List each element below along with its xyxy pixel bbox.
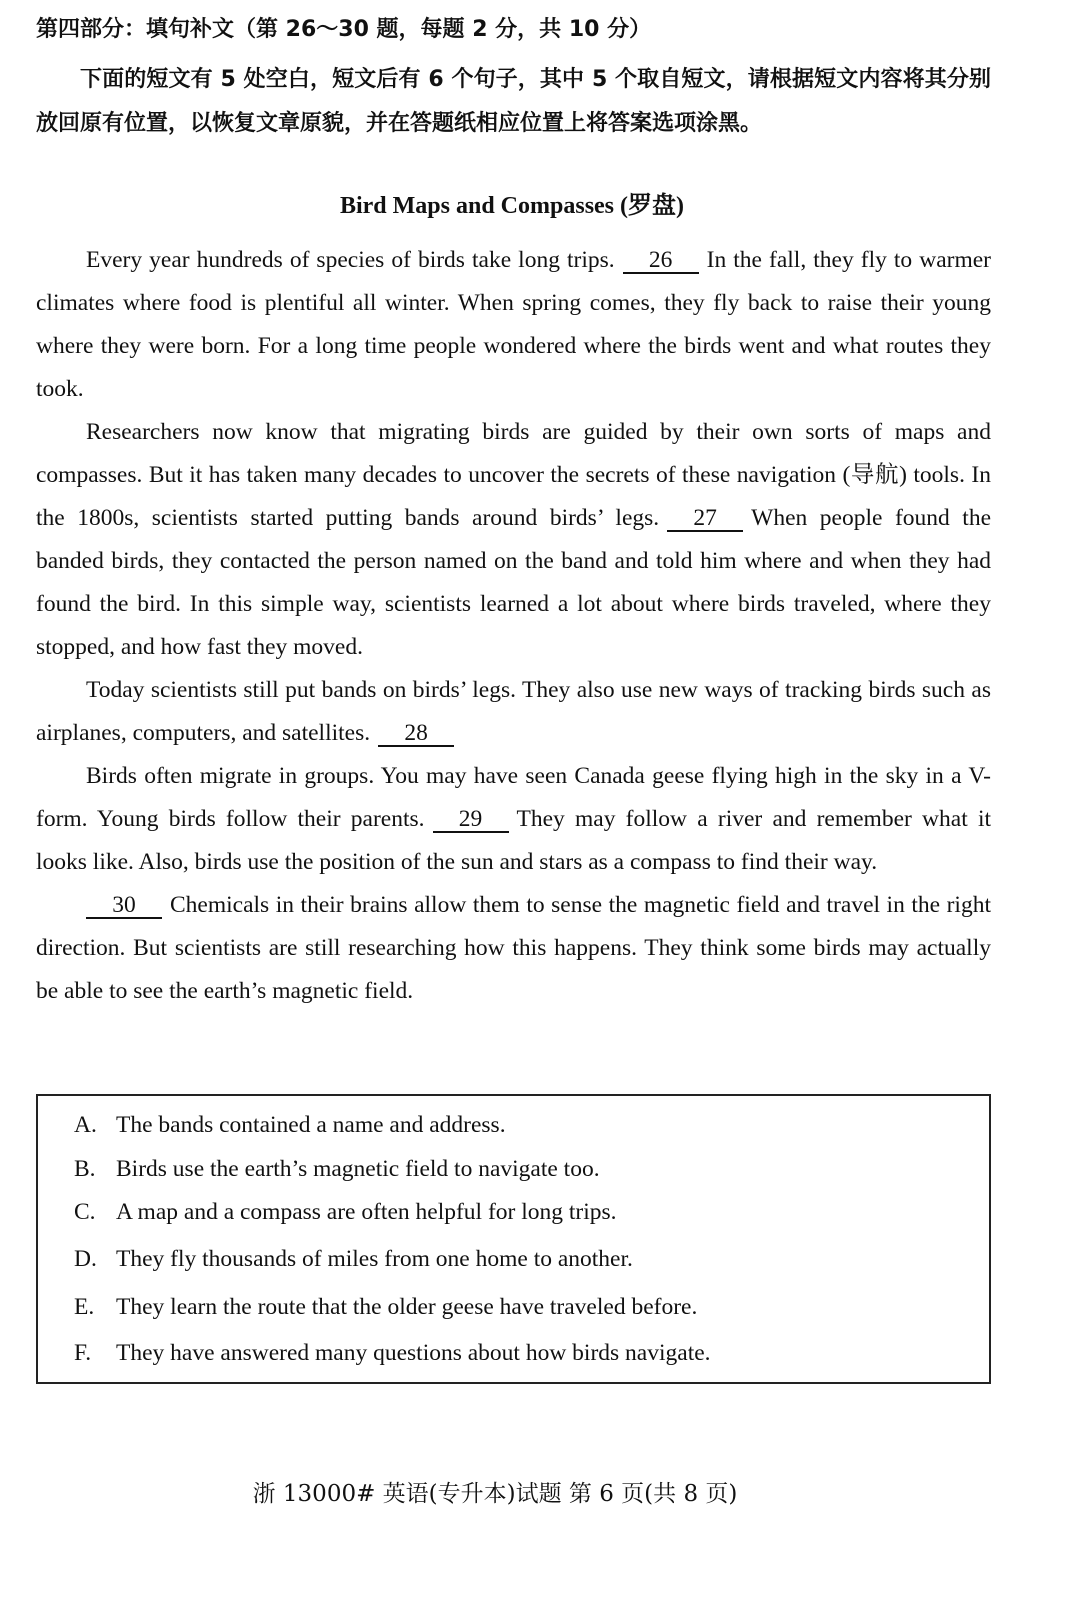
- option-a: [74, 1110, 506, 1140]
- option-letter: C.: [74, 1199, 96, 1225]
- option-text: The bands contained a name and address.: [116, 1112, 506, 1138]
- option-text: They learn the route that the older geese have traveled before.: [116, 1294, 698, 1320]
- paragraph-text: When people found the banded birds, they contacted the person named on the band and told him where and when they had found the bird. In this simple way, scientists learned a lot about where birds traveled, where they stopped, and how fast they moved.: [36, 505, 991, 660]
- option-letter: F.: [74, 1340, 92, 1366]
- blank-26: 26: [623, 248, 699, 274]
- paragraph-5: [36, 884, 991, 1013]
- option-d: [74, 1244, 633, 1274]
- blank-30: 30: [86, 893, 162, 919]
- option-e: [74, 1292, 697, 1322]
- option-letter: D.: [74, 1246, 97, 1272]
- page-footer: 浙 13000# 英语(专升本)试题 第 6 页(共 8 页): [252, 1481, 738, 1507]
- option-c: [74, 1197, 617, 1227]
- option-b: [74, 1154, 600, 1184]
- blank-29: 29: [433, 807, 509, 833]
- option-letter: A.: [74, 1112, 97, 1138]
- option-text: They fly thousands of miles from one home to another.: [116, 1246, 633, 1272]
- paragraph-2: [36, 411, 991, 669]
- option-text: They have answered many questions about how birds navigate.: [116, 1340, 711, 1366]
- paragraph-text: Chemicals in their brains allow them to sense the magnetic field and travel in the right direction. But scientists are still researching how this happens. They think some birds may actually be able to see the earth’s magnetic field.: [36, 892, 991, 1004]
- paragraph-4: [36, 755, 991, 884]
- instructions: 下面的短文有 5 处空白，短文后有 6 个句子，其中 5 个取自短文，请根据短文内容将其分别放回原有位置，以恢复文章原貌，并在答题纸相应位置上将答案选项涂黑。: [36, 67, 991, 136]
- paragraph-text: Every year hundreds of species of birds take long trips.: [86, 247, 615, 273]
- section-heading: 第四部分：填句补文（第 26～30 题，每题 2 分，共 10 分）: [36, 17, 652, 42]
- paragraph-1: [36, 239, 991, 411]
- options-box: [36, 1094, 991, 1384]
- blank-27: 27: [667, 506, 743, 532]
- option-text: Birds use the earth’s magnetic field to navigate too.: [116, 1156, 600, 1182]
- option-f: [74, 1338, 711, 1368]
- paragraph-text: Researchers now know that migrating birds are guided by their own sorts of maps and compasses. But it has taken many decades to uncover the secrets of these navigation (导航) tools. In the 1800s, scientists started putting bands around birds’ legs.: [36, 419, 991, 531]
- paragraph-3: [36, 669, 991, 755]
- option-letter: B.: [74, 1156, 96, 1182]
- blank-28: 28: [378, 721, 454, 747]
- passage-body: [36, 239, 991, 1013]
- passage-title: Bird Maps and Compasses (罗盘): [339, 193, 685, 219]
- paragraph-text: Birds often migrate in groups. You may have seen Canada geese flying high in the sky in a V-form. Young birds follow their parents.: [36, 763, 991, 832]
- option-text: A map and a compass are often helpful for long trips.: [116, 1199, 617, 1225]
- option-letter: E.: [74, 1294, 95, 1320]
- paragraph-text: Today scientists still put bands on birds’ legs. They also use new ways of tracking birds such as airplanes, computers, and satellites.: [36, 677, 991, 746]
- paragraph-text: They may follow a river and remember what it looks like. Also, birds use the position of the sun and stars as a compass to find their way.: [36, 806, 991, 875]
- paragraph-text: In the fall, they fly to warmer climates where food is plentiful all winter. When spring comes, they fly back to raise their young where they were born. For a long time people wondered where the birds went and what routes they took.: [36, 247, 991, 402]
